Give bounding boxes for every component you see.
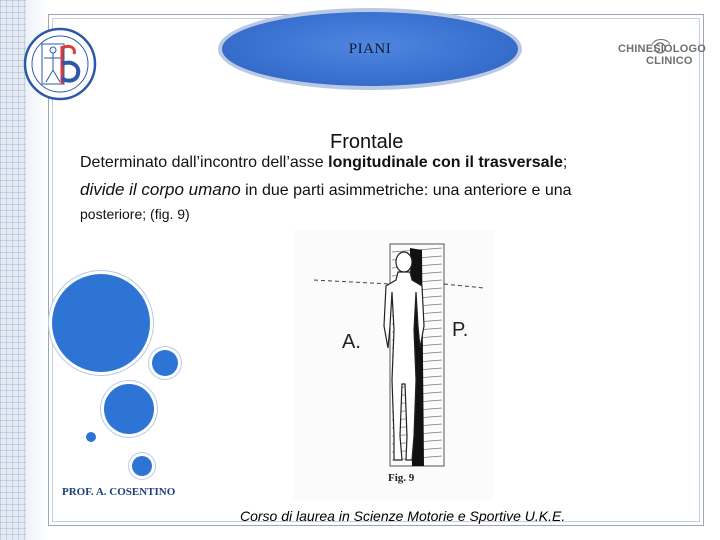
decor-circle-mid <box>104 384 154 434</box>
decor-circle-large <box>52 274 150 372</box>
slide-title: PIANI <box>348 40 392 57</box>
logo-line1: CHINESIOLOGO <box>618 43 706 55</box>
frontal-plane-figure <box>294 230 494 500</box>
decor-circle-medium <box>152 350 178 376</box>
footer-course: Corso di laurea in Scienze Motorie e Sportive U.K.E. <box>240 508 566 524</box>
figure-label-a: A. <box>342 331 361 353</box>
line1-pre: Determinato dall’incontro dell’asse <box>80 154 329 171</box>
line1-post: ; <box>562 154 568 171</box>
paragraph-line-1 <box>80 154 567 172</box>
paragraph-line-2 <box>80 180 572 200</box>
line1-bold: longitudinale con il trasversale <box>328 154 563 171</box>
section-heading: Frontale <box>330 131 404 153</box>
chinesiologo-logo-text <box>618 43 710 67</box>
decor-circle-small <box>132 456 152 476</box>
decor-circle-tiny <box>86 432 96 442</box>
figure-caption: Fig. 9 <box>388 472 415 484</box>
line2-post: in due parti asimmetriche: una anteriore e una <box>240 182 572 199</box>
logo-line2: CLINICO <box>646 55 693 67</box>
title-banner <box>218 8 522 90</box>
footer-author: PROF. A. COSENTINO <box>62 486 176 498</box>
figure-label-p: P. <box>452 319 469 341</box>
line2-italic: divide il corpo umano <box>80 180 241 199</box>
paragraph-line-3: posteriore; (fig. 9) <box>80 206 190 222</box>
university-logo-icon <box>22 26 98 102</box>
